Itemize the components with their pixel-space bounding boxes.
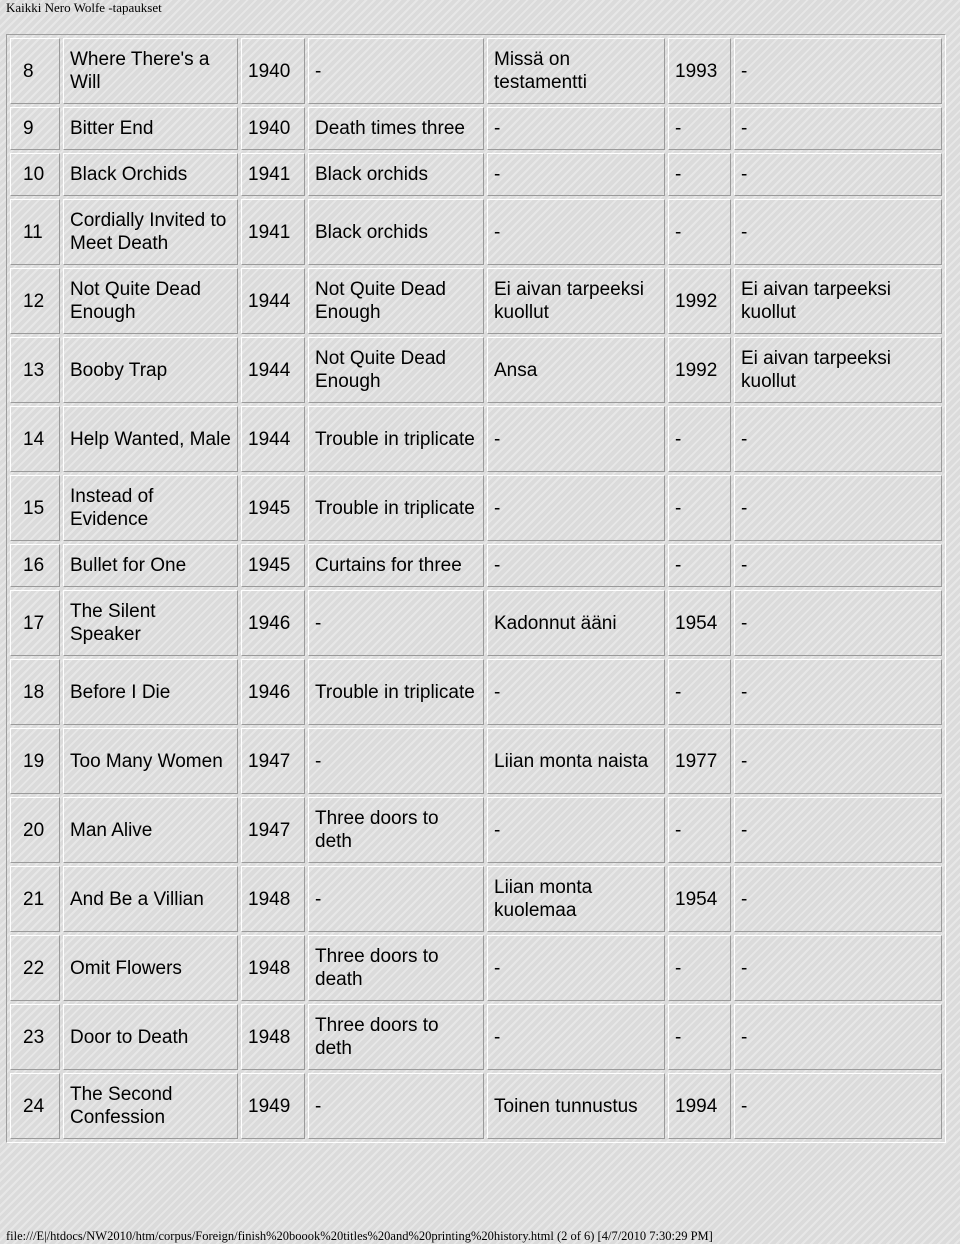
row-number: 8 xyxy=(10,38,60,104)
table-row xyxy=(10,659,942,725)
table-row xyxy=(10,406,942,472)
row-number: 12 xyxy=(10,268,60,334)
collection-title: Black orchids xyxy=(308,199,484,265)
row-number: 22 xyxy=(10,935,60,1001)
collection-title: - xyxy=(308,728,484,794)
finnish-alt-title: - xyxy=(734,866,942,932)
finnish-alt-title: - xyxy=(734,728,942,794)
collection-title: Three doors to deth xyxy=(308,1004,484,1070)
publication-year: 1944 xyxy=(241,406,305,472)
original-title: Before I Die xyxy=(63,659,238,725)
finnish-title: Kadonnut ääni xyxy=(487,590,665,656)
original-title: Black Orchids xyxy=(63,153,238,196)
finnish-year: - xyxy=(668,797,731,863)
table-row xyxy=(10,797,942,863)
original-title: Omit Flowers xyxy=(63,935,238,1001)
publication-year: 1949 xyxy=(241,1073,305,1139)
finnish-alt-title: - xyxy=(734,797,942,863)
page-title: Kaikki Nero Wolfe -tapaukset xyxy=(6,0,162,15)
finnish-title: - xyxy=(487,935,665,1001)
print-footer: file:///E|/htdocs/NW2010/htm/corpus/Foreign/finish%20boook%20titles%20and%20printing%20history.html (2 of 6) [4/7/2010 7:30:29 PM] xyxy=(6,1229,713,1243)
finnish-title: Toinen tunnustus xyxy=(487,1073,665,1139)
publication-year: 1941 xyxy=(241,153,305,196)
finnish-year: - xyxy=(668,406,731,472)
row-number: 23 xyxy=(10,1004,60,1070)
finnish-alt-title: - xyxy=(734,107,942,150)
finnish-alt-title: - xyxy=(734,544,942,587)
table-row xyxy=(10,544,942,587)
finnish-title: Liian monta naista xyxy=(487,728,665,794)
original-title: Not Quite Dead Enough xyxy=(63,268,238,334)
row-number: 16 xyxy=(10,544,60,587)
publication-year: 1941 xyxy=(241,199,305,265)
finnish-title: Ei aivan tarpeeksi kuollut xyxy=(487,268,665,334)
original-title: The Second Confession xyxy=(63,1073,238,1139)
publication-year: 1948 xyxy=(241,935,305,1001)
original-title: Help Wanted, Male xyxy=(63,406,238,472)
table-row xyxy=(10,935,942,1001)
original-title: Instead of Evidence xyxy=(63,475,238,541)
row-number: 9 xyxy=(10,107,60,150)
finnish-year: - xyxy=(668,475,731,541)
original-title: Bullet for One xyxy=(63,544,238,587)
original-title: Man Alive xyxy=(63,797,238,863)
original-title: Where There's a Will xyxy=(63,38,238,104)
collection-title: Three doors to deth xyxy=(308,797,484,863)
row-number: 11 xyxy=(10,199,60,265)
finnish-title: - xyxy=(487,797,665,863)
finnish-title: - xyxy=(487,107,665,150)
table-row xyxy=(10,1004,942,1070)
finnish-year: - xyxy=(668,659,731,725)
collection-title: Black orchids xyxy=(308,153,484,196)
original-title: And Be a Villian xyxy=(63,866,238,932)
collection-title: Curtains for three xyxy=(308,544,484,587)
finnish-alt-title: - xyxy=(734,659,942,725)
finnish-title: Missä on testamentti xyxy=(487,38,665,104)
finnish-title: - xyxy=(487,406,665,472)
publication-year: 1948 xyxy=(241,1004,305,1070)
finnish-alt-title: Ei aivan tarpeeksi kuollut xyxy=(734,337,942,403)
finnish-year: 1954 xyxy=(668,866,731,932)
publication-year: 1947 xyxy=(241,797,305,863)
original-title: Too Many Women xyxy=(63,728,238,794)
finnish-title: - xyxy=(487,659,665,725)
finnish-year: - xyxy=(668,153,731,196)
publication-year: 1944 xyxy=(241,268,305,334)
finnish-alt-title: - xyxy=(734,153,942,196)
publication-year: 1944 xyxy=(241,337,305,403)
original-title: Booby Trap xyxy=(63,337,238,403)
table-row xyxy=(10,199,942,265)
publication-year: 1947 xyxy=(241,728,305,794)
row-number: 15 xyxy=(10,475,60,541)
finnish-alt-title: Ei aivan tarpeeksi kuollut xyxy=(734,268,942,334)
collection-title: Not Quite Dead Enough xyxy=(308,337,484,403)
finnish-year: 1994 xyxy=(668,1073,731,1139)
table-row xyxy=(10,337,942,403)
row-number: 18 xyxy=(10,659,60,725)
row-number: 10 xyxy=(10,153,60,196)
finnish-year: - xyxy=(668,935,731,1001)
publication-year: 1946 xyxy=(241,659,305,725)
collection-title: Trouble in triplicate xyxy=(308,659,484,725)
row-number: 13 xyxy=(10,337,60,403)
original-title: Bitter End xyxy=(63,107,238,150)
finnish-year: - xyxy=(668,1004,731,1070)
table-row xyxy=(10,866,942,932)
finnish-title: - xyxy=(487,199,665,265)
publication-year: 1948 xyxy=(241,866,305,932)
finnish-alt-title: - xyxy=(734,38,942,104)
collection-title: Trouble in triplicate xyxy=(308,475,484,541)
finnish-alt-title: - xyxy=(734,199,942,265)
collection-title: Not Quite Dead Enough xyxy=(308,268,484,334)
finnish-year: - xyxy=(668,199,731,265)
table-row xyxy=(10,590,942,656)
finnish-year: - xyxy=(668,544,731,587)
finnish-title: - xyxy=(487,1004,665,1070)
original-title: The Silent Speaker xyxy=(63,590,238,656)
collection-title: Trouble in triplicate xyxy=(308,406,484,472)
finnish-year: 1993 xyxy=(668,38,731,104)
finnish-year: 1977 xyxy=(668,728,731,794)
publication-year: 1940 xyxy=(241,107,305,150)
row-number: 21 xyxy=(10,866,60,932)
collection-title: - xyxy=(308,866,484,932)
collection-title: - xyxy=(308,1073,484,1139)
table-row xyxy=(10,107,942,150)
row-number: 20 xyxy=(10,797,60,863)
collection-title: - xyxy=(308,38,484,104)
finnish-year: - xyxy=(668,107,731,150)
finnish-title: - xyxy=(487,544,665,587)
finnish-year: 1992 xyxy=(668,268,731,334)
original-title: Cordially Invited to Meet Death xyxy=(63,199,238,265)
row-number: 17 xyxy=(10,590,60,656)
table-row xyxy=(10,728,942,794)
finnish-alt-title: - xyxy=(734,590,942,656)
finnish-alt-title: - xyxy=(734,1004,942,1070)
finnish-alt-title: - xyxy=(734,475,942,541)
row-number: 14 xyxy=(10,406,60,472)
original-title: Door to Death xyxy=(63,1004,238,1070)
publication-year: 1946 xyxy=(241,590,305,656)
finnish-alt-title: - xyxy=(734,1073,942,1139)
table-row xyxy=(10,38,942,104)
finnish-year: 1992 xyxy=(668,337,731,403)
row-number: 24 xyxy=(10,1073,60,1139)
finnish-title: - xyxy=(487,475,665,541)
publication-year: 1945 xyxy=(241,544,305,587)
collection-title: Death times three xyxy=(308,107,484,150)
books-table xyxy=(6,34,946,1143)
finnish-alt-title: - xyxy=(734,935,942,1001)
publication-year: 1940 xyxy=(241,38,305,104)
finnish-title: Ansa xyxy=(487,337,665,403)
publication-year: 1945 xyxy=(241,475,305,541)
finnish-title: Liian monta kuolemaa xyxy=(487,866,665,932)
finnish-year: 1954 xyxy=(668,590,731,656)
table-row xyxy=(10,268,942,334)
table-row xyxy=(10,153,942,196)
row-number: 19 xyxy=(10,728,60,794)
collection-title: - xyxy=(308,590,484,656)
finnish-alt-title: - xyxy=(734,406,942,472)
table-row xyxy=(10,1073,942,1139)
table-row xyxy=(10,475,942,541)
finnish-title: - xyxy=(487,153,665,196)
collection-title: Three doors to death xyxy=(308,935,484,1001)
